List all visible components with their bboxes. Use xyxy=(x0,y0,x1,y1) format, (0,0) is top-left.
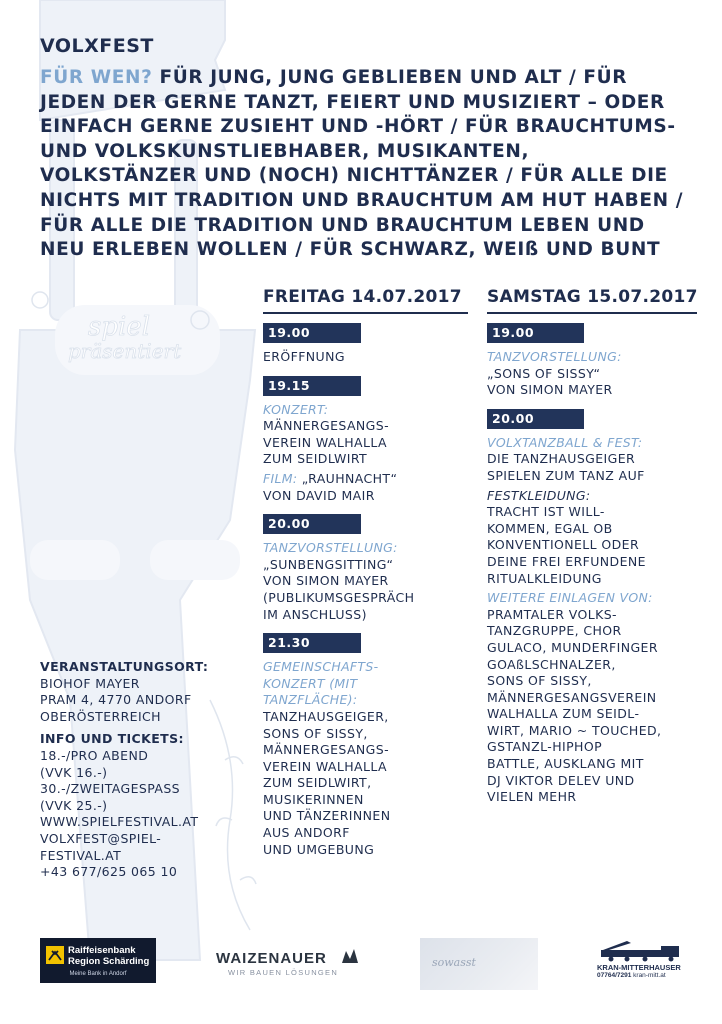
friday-event-4-line: MUSIKERINNEN xyxy=(263,791,364,807)
friday-event-3-label: TANZVORSTELLUNG: xyxy=(263,540,398,556)
saturday-dress-line: KONVENTIONELL ODER xyxy=(487,537,640,553)
saturday-time-2: 20.00 xyxy=(487,409,584,429)
friday-event-4-line: TANZHAUSGEIGER, xyxy=(263,708,389,724)
saturday-extras-line: TANZGRUPPE, CHOR xyxy=(487,623,622,639)
info-line: 30.-/ZWEITAGESPASS xyxy=(40,781,180,797)
friday-time-4: 21.30 xyxy=(263,633,361,653)
sowasst-name: sowasst xyxy=(432,956,476,969)
friday-event-2-line: ZUM SEIDLWIRT xyxy=(263,451,368,467)
kran-phone: 07764/7291 xyxy=(597,972,632,979)
saturday-extras-line: MÄNNERGESANGSVEREIN xyxy=(487,689,657,705)
watermark-spiel: spiel xyxy=(88,312,151,342)
friday-event-3-line: „SUNBENGSITTING“ xyxy=(263,556,394,572)
saturday-extras-line: GSTANZL-HIPHOP xyxy=(487,739,603,755)
website-link[interactable]: WWW.SPIELFESTIVAL.AT xyxy=(40,814,199,830)
kran-contact xyxy=(597,972,687,979)
saturday-dress-line: TRACHT IST WILL- xyxy=(487,504,605,520)
friday-event-1: ERÖFFNUNG xyxy=(263,349,345,364)
saturday-event-2-label: VOLXTANZBALL & FEST: xyxy=(487,434,643,450)
friday-film-line xyxy=(263,471,468,488)
raiffeisen-region: Region Schärding xyxy=(68,956,150,967)
friday-time-2: 19.15 xyxy=(263,376,361,396)
intro-question: FÜR WEN? xyxy=(40,67,153,88)
info-line: (VVK 16.-) xyxy=(40,764,108,780)
saturday-column xyxy=(487,287,697,806)
saturday-dress-line: DEINE FREI ERFUNDENE xyxy=(487,553,646,569)
saturday-extras-line: WIRT, MARIO ~ TOUCHED, xyxy=(487,722,662,738)
saturday-event-2-line: DIE TANZHAUSGEIGER xyxy=(487,451,636,467)
kran-web[interactable]: kran-mitt.at xyxy=(631,972,666,979)
saturday-extras-line: GOAßLSCHNALZER, xyxy=(487,656,616,672)
raiffeisenbank-logo xyxy=(40,938,156,983)
raiffeisen-slogan: Meine Bank in Andorf xyxy=(69,971,127,977)
waizenauer-name: WAIZENAUER xyxy=(216,950,327,967)
friday-event-3-line: VON SIMON MAYER xyxy=(263,573,389,589)
friday-event-4-line: AUS ANDORF xyxy=(263,825,350,841)
friday-film-author: VON DAVID MAIR xyxy=(263,487,375,503)
saturday-extras-line: DJ VIKTOR DELEV UND xyxy=(487,772,635,788)
saturday-extras-label: WEITERE EINLAGEN VON: xyxy=(487,590,653,606)
friday-column xyxy=(263,287,468,858)
saturday-event-1-line: „SONS OF SISSY“ xyxy=(487,365,601,381)
intro-text xyxy=(40,66,690,263)
info-line: (VVK 25.-) xyxy=(40,797,108,813)
friday-time-1: 19.00 xyxy=(263,323,361,343)
phone-number: +43 677/625 065 10 xyxy=(40,864,178,880)
waizenauer-slogan: WIR BAUEN LÖSUNGEN xyxy=(228,968,339,977)
venue-heading: VERANSTALTUNGSORT: xyxy=(40,659,209,674)
friday-heading: FREITAG 14.07.2017 xyxy=(263,287,468,314)
friday-event-4-line: VEREIN WALHALLA xyxy=(263,758,387,774)
waizenauer-mark-icon xyxy=(341,948,359,964)
saturday-extras-line: VIELEN MEHR xyxy=(487,789,577,805)
saturday-dress-label: FESTKLEIDUNG: xyxy=(487,487,591,503)
saturday-extras-line: SONS OF SISSY, xyxy=(487,673,592,689)
friday-event-4-line: UND UMGEBUNG xyxy=(263,841,375,857)
friday-event-4-line: MÄNNERGESANGS- xyxy=(263,742,390,758)
waizenauer-logo xyxy=(216,950,366,977)
friday-event-4-line: SONS OF SISSY, xyxy=(263,725,368,741)
friday-event-3-line: IM ANSCHLUSS) xyxy=(263,606,367,622)
saturday-heading: SAMSTAG 15.07.2017 xyxy=(487,287,697,314)
intro-body: FÜR JUNG, JUNG GEBLIEBEN UND ALT / FÜR JEDEN DER GERNE TANZT, FEIERT UND MUSIZIERT – ODER EINFACH GERNE ZUSIEHT UND -HÖRT / FÜR BRAUCHTUMS- UND VOLKSKUNSTLIEBHABER, MUSIKANTEN, VOLKSTÄNZER UND (NOCH) NICHTTÄNZER / FÜR ALLE DIE NICHTS MIT TRADITION UND BRAUCHTUM AM HUT HABEN / FÜR ALLE DIE TRADITION UND BRAUCHTUM LEBEN UND NEU ERLEBEN WOLLEN / FÜR SCHWARZ, WEIß UND BUNT xyxy=(40,67,684,261)
venue-line: PRAM 4, 4770 ANDORF xyxy=(40,692,192,708)
raiffeisen-name: Raiffeisenbank xyxy=(68,945,136,956)
friday-event-4-label: KONZERT (MIT xyxy=(263,675,358,691)
venue-line: BIOHOF MAYER xyxy=(40,675,140,691)
friday-event-4-line: ZUM SEIDLWIRT, xyxy=(263,775,372,791)
saturday-extras-line: BATTLE, AUSKLANG MIT xyxy=(487,756,644,772)
crane-truck-icon xyxy=(597,940,687,962)
friday-event-4-label: TANZFLÄCHE): xyxy=(263,692,358,708)
email-link[interactable]: VOLXFEST@SPIEL- xyxy=(40,830,162,846)
raiffeisen-gable-icon xyxy=(46,946,64,964)
info-heading: INFO UND TICKETS: xyxy=(40,731,184,747)
friday-event-4-label: GEMEINSCHAFTS- xyxy=(263,659,379,675)
saturday-extras-line: PRAMTALER VOLKS- xyxy=(487,606,617,622)
venue-line: OBERÖSTERREICH xyxy=(40,708,161,724)
friday-film-label: FILM: xyxy=(263,470,298,486)
email-link-cont[interactable]: FESTIVAL.AT xyxy=(40,847,122,863)
kran-mitterhauser-logo xyxy=(597,940,687,979)
friday-event-2-line: VEREIN WALHALLA xyxy=(263,434,387,450)
saturday-event-2-line: SPIELEN ZUM TANZ AUF xyxy=(487,467,645,483)
saturday-dress-line: KOMMEN, EGAL OB xyxy=(487,520,613,536)
friday-film-title: „RAUHNACHT“ xyxy=(297,470,398,486)
saturday-extras-line: WALHALLA ZUM SEIDL- xyxy=(487,706,640,722)
watermark-praesentiert: präsentiert xyxy=(68,339,182,363)
saturday-event-1-label: TANZVORSTELLUNG: xyxy=(487,349,622,364)
saturday-event-1-line: VON SIMON MAYER xyxy=(487,382,613,398)
venue-info xyxy=(40,659,260,881)
page-title: VOLXFEST xyxy=(40,35,154,57)
info-line: 18.-/PRO ABEND xyxy=(40,747,149,763)
sowasst-logo xyxy=(420,938,538,990)
saturday-extras-line: GULACO, MUNDERFINGER xyxy=(487,639,658,655)
friday-event-3-line: (PUBLIKUMSGESPRÄCH xyxy=(263,589,415,605)
friday-event-4-line: UND TÄNZERINNEN xyxy=(263,808,391,824)
friday-event-2-line: MÄNNERGESANGS- xyxy=(263,418,390,434)
kran-name: KRAN-MITTERHAUSER xyxy=(597,963,681,972)
friday-event-2-label: KONZERT: xyxy=(263,401,329,417)
friday-time-3: 20.00 xyxy=(263,514,361,534)
saturday-dress-line: RITUALKLEIDUNG xyxy=(487,570,602,586)
saturday-time-1: 19.00 xyxy=(487,323,584,343)
sponsor-logos xyxy=(0,932,722,1002)
